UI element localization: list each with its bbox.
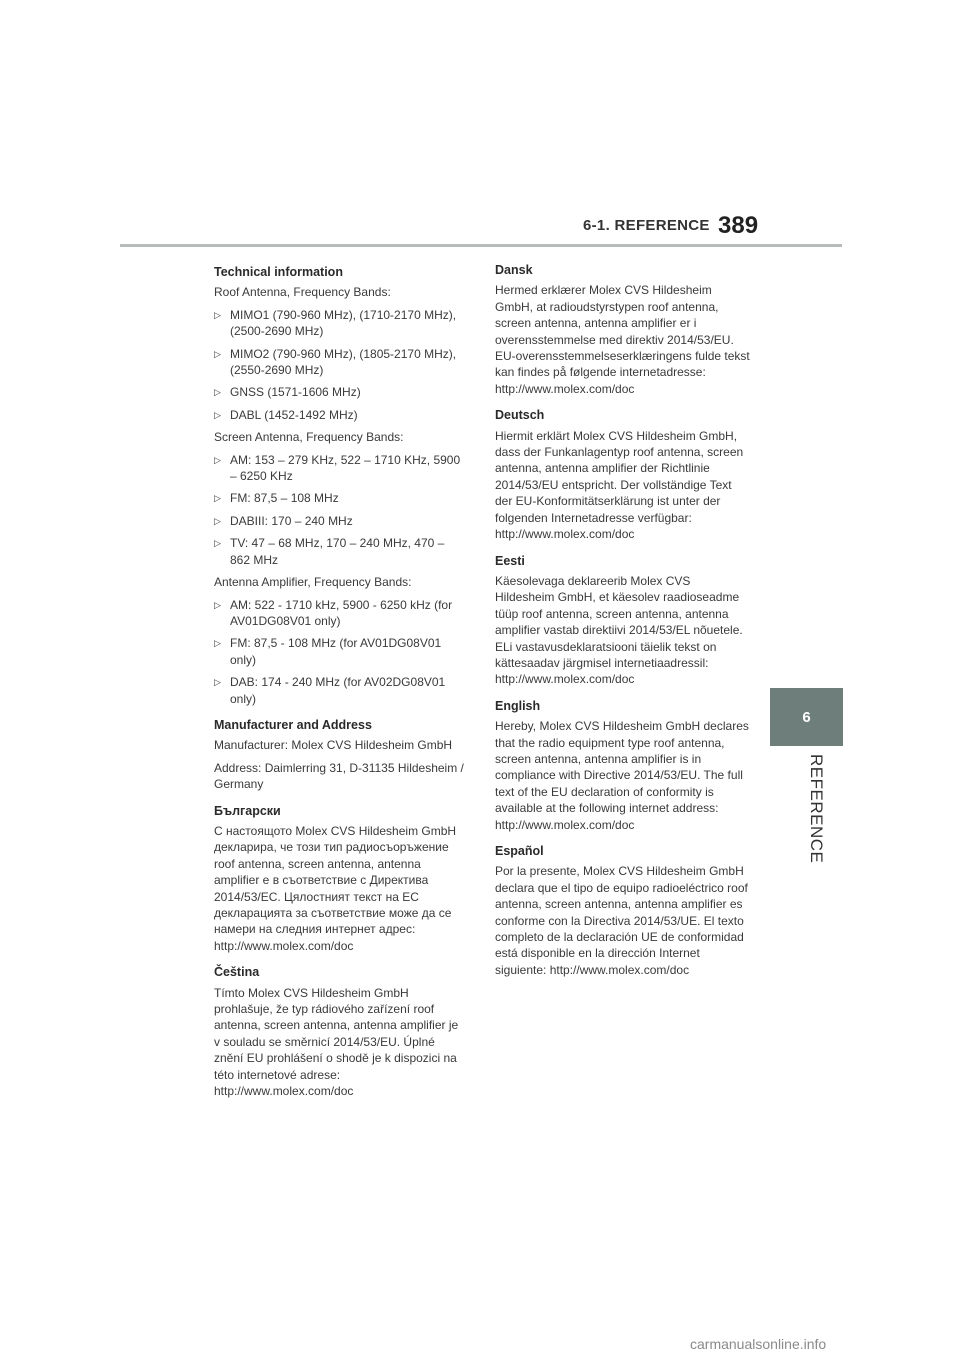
- bullet-icon: ▷: [214, 387, 221, 398]
- list-item: ▷ TV: 47 – 68 MHz, 170 – 240 MHz, 470 – 862 MHz: [214, 536, 445, 567]
- amplifier-title: Antenna Amplifier, Frequency Bands:: [214, 575, 412, 590]
- list-item: ▷ DAB: 174 - 240 MHz (for AV02DG08V01 only): [214, 675, 446, 706]
- estonian-text: Käesolevaga deklareerib Molex CVS Hildesheim GmbH, et käesolev raadioseadme tüüp roof antenna, screen antenna, antenna amplifier vastab direktiivi 2014/53/EL nõuetele. ELi vastavusdeklaratsiooni täielik tekst on kättesaadav järgmisel internetiaadressil: http://www.molex.com/doc: [495, 573, 743, 687]
- footer-watermark: carmanualsonline.info: [690, 1336, 827, 1352]
- list-item: ▷ DABL (1452-1492 MHz): [214, 407, 358, 422]
- spanish-section: [495, 843, 751, 978]
- czech-text: Tímto Molex CVS Hildesheim GmbH prohlašuje, že typ rádiového zařízení roof antenna, screen antenna, antenna amplifier je v souladu se směrnicí 2014/53/EU. Úplné znění EU prohlášení o shodě je k dispozici na této internetové adrese: http://www.molex.com/doc: [214, 985, 459, 1099]
- german-text: Hiermit erklärt Molex CVS Hildesheim GmbH, dass der Funkanlagentyp roof antenna, screen antenna, antenna amplifier der Richtlinie 2014/53/EU entspricht. Der vollständige Text der EU-Konformitätserklärung ist unter der folgenden Internetadresse verfügbar: http://www.molex.com/doc: [495, 428, 744, 542]
- list-item: ▷ MIMO1 (790-960 MHz), (1710-2170 MHz), (2500-2690 MHz): [214, 307, 457, 339]
- list-item: ▷ DABIII: 170 – 240 MHz: [214, 513, 353, 528]
- bulgarian-section: [214, 803, 466, 955]
- list-item: ▷ FM: 87,5 - 108 MHz (for AV01DG08V01 only): [214, 636, 442, 667]
- german-section: [495, 407, 751, 542]
- chapter-tab[interactable]: [770, 688, 843, 746]
- address-text: Address: Daimlerring 31, D-31135 Hildesheim / Germany: [214, 760, 464, 792]
- estonian-heading: Eesti: [495, 553, 525, 568]
- bulgarian-text: С настоящото Molex CVS Hildesheim GmbH декларира, че този тип радиосъоръжение roof antenna, screen antenna, antenna amplifier е в съответствие с Директива 2014/53/ЕС. Цялостният текст на ЕС декларацията за съответствие може да се намери на следния интернет адрес: http://www.molex.com/doc: [214, 823, 457, 953]
- danish-heading: Dansk: [495, 263, 533, 277]
- bullet-icon: ▷: [214, 515, 221, 526]
- english-section: [495, 698, 751, 833]
- bullet-icon: ▷: [214, 493, 221, 504]
- bullet-icon: ▷: [214, 309, 221, 320]
- english-text: Hereby, Molex CVS Hildesheim GmbH declares that the radio equipment type roof antenna, screen antenna, antenna amplifier is in compliance with Directive 2014/53/EU. The full text of the EU declaration of conformity is available at the following internet address: http://www.molex.com/doc: [495, 719, 749, 832]
- bullet-icon: ▷: [214, 638, 221, 649]
- list-item: ▷ GNSS (1571-1606 MHz): [214, 385, 361, 400]
- manufacturer-section: [214, 717, 466, 793]
- chapter-number: 6: [802, 708, 811, 726]
- bullet-icon: ▷: [214, 409, 221, 420]
- czech-section: [214, 964, 466, 1099]
- list-item: ▷ AM: 153 – 279 KHz, 522 – 1710 KHz, 5900 – 6250 KHz: [214, 452, 461, 484]
- chapter-label: REFERENCE: [807, 754, 826, 864]
- spanish-text: Por la presente, Molex CVS Hildesheim GmbH declara que el tipo de equipo radioeléctrico roof antenna, screen antenna, antenna amplifier es conforme con la Directiva 2014/53/UE. El texto completo de la declaración UE de conformidad está disponible en la dirección Internet siguiente: http://www.molex.com/doc: [495, 864, 748, 977]
- screen-antenna-list: [214, 452, 466, 568]
- amplifier-list: [214, 597, 466, 707]
- bullet-icon: ▷: [214, 348, 221, 359]
- list-item: ▷ MIMO2 (790-960 MHz), (1805-2170 MHz), (2550-2690 MHz): [214, 346, 457, 378]
- bullet-icon: ▷: [214, 677, 221, 688]
- header-section-title: 6-1. REFERENCE: [583, 217, 710, 234]
- technical-information-heading: Technical information: [214, 265, 343, 279]
- manufacturer-text: Manufacturer: Molex CVS Hildesheim GmbH: [214, 738, 453, 753]
- czech-heading: Čeština: [214, 965, 260, 980]
- header-divider: [120, 244, 842, 247]
- bullet-icon: ▷: [214, 538, 221, 549]
- danish-section: [495, 262, 751, 397]
- screen-antenna-title: Screen Antenna, Frequency Bands:: [214, 430, 404, 445]
- bullet-icon: ▷: [214, 454, 221, 465]
- bulgarian-heading: Български: [214, 803, 281, 818]
- danish-text: Hermed erklærer Molex CVS Hildesheim GmbH, at radioudstyrstypen roof antenna, screen antenna, antenna amplifier er i overensstemmelse med direktiv 2014/53/EU. EU-overensstemmelseserklæringens fulde tekst kan findes på følgende internetadresse: http://www.molex.com/doc: [495, 283, 750, 396]
- right-column: [495, 262, 751, 988]
- german-heading: Deutsch: [495, 408, 545, 423]
- bullet-icon: ▷: [214, 599, 221, 610]
- manufacturer-heading: Manufacturer and Address: [214, 717, 372, 732]
- left-column: [214, 264, 466, 1109]
- english-heading: English: [495, 698, 541, 713]
- estonian-section: [495, 553, 751, 688]
- list-item: ▷ FM: 87,5 – 108 MHz: [214, 491, 339, 506]
- roof-antenna-list: [214, 307, 466, 423]
- page-number: 389: [718, 212, 759, 239]
- roof-antenna-title: Roof Antenna, Frequency Bands:: [214, 285, 391, 300]
- technical-information-section: [214, 264, 466, 707]
- list-item: ▷ AM: 522 - 1710 kHz, 5900 - 6250 kHz (for AV01DG08V01 only): [214, 597, 453, 628]
- spanish-heading: Español: [495, 844, 544, 858]
